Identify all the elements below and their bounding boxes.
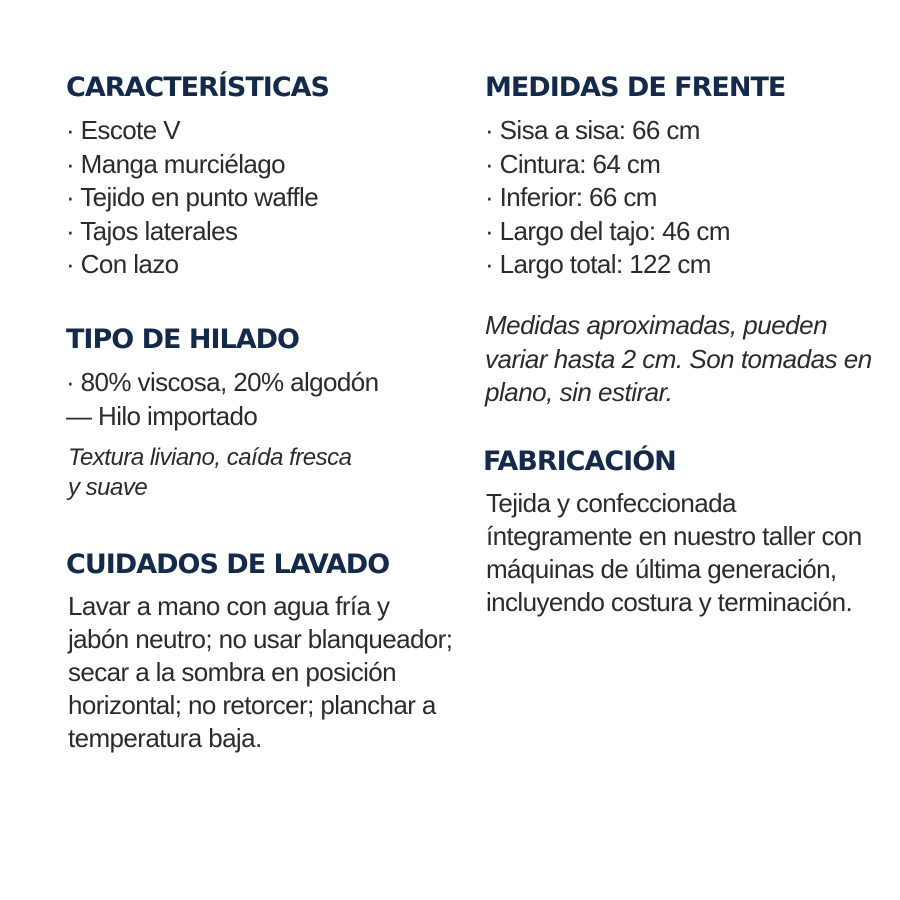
list-item: · Manga murciélago xyxy=(66,148,285,179)
yarn-type-heading: TIPO DE HILADO xyxy=(66,324,299,355)
measurements-heading: MEDIDAS DE FRENTE xyxy=(485,72,786,103)
measurements-list xyxy=(485,114,785,282)
yarn-type-list xyxy=(66,366,379,433)
list-item: · Inferior: 66 cm xyxy=(485,182,657,212)
measurements-note-section xyxy=(485,309,885,410)
yarn-type-section xyxy=(66,326,379,503)
manufacturing-section xyxy=(483,448,878,619)
yarn-note-line-2: y suave xyxy=(68,474,148,501)
list-item: · Tajos laterales xyxy=(66,215,238,246)
list-item: · 80% viscosa, 20% algodón xyxy=(66,367,379,397)
list-item: · Con lazo xyxy=(66,249,179,279)
list-item: · Largo del tajo: 46 cm xyxy=(485,215,730,246)
care-heading: CUIDADOS DE LAVADO xyxy=(66,549,390,580)
yarn-texture-note xyxy=(66,443,379,503)
characteristics-list xyxy=(66,114,329,282)
list-item: · Tejido en punto waffle xyxy=(66,182,319,212)
yarn-note-line-1: Textura liviano, caída fresca xyxy=(68,444,352,471)
measurements-section xyxy=(485,74,785,282)
characteristics-heading: CARACTERÍSTICAS xyxy=(66,72,329,103)
measurements-note: Medidas aproximadas, pueden variar hasta 2 cm. Son tomadas en plano, sin estirar. xyxy=(485,310,872,407)
list-item: · Cintura: 64 cm xyxy=(485,148,661,179)
manufacturing-heading: FABRICACIÓN xyxy=(483,446,676,477)
list-item: · Escote V xyxy=(66,115,180,145)
list-item: · Sisa a sisa: 66 cm xyxy=(485,115,700,145)
manufacturing-text: Tejida y confeccionada íntegramente en nuestro taller con máquinas de última generación, incluyendo costura y terminación. xyxy=(486,488,862,617)
list-item: — Hilo importado xyxy=(66,400,258,431)
list-item: · Largo total: 122 cm xyxy=(485,249,711,279)
characteristics-section xyxy=(66,74,329,282)
care-instructions: Lavar a mano con agua fría y jabón neutro; no usar blanqueador; secar a la sombra en posición horizontal; no retorcer; planchar a temperatura baja. xyxy=(68,591,453,753)
care-section xyxy=(66,551,456,755)
